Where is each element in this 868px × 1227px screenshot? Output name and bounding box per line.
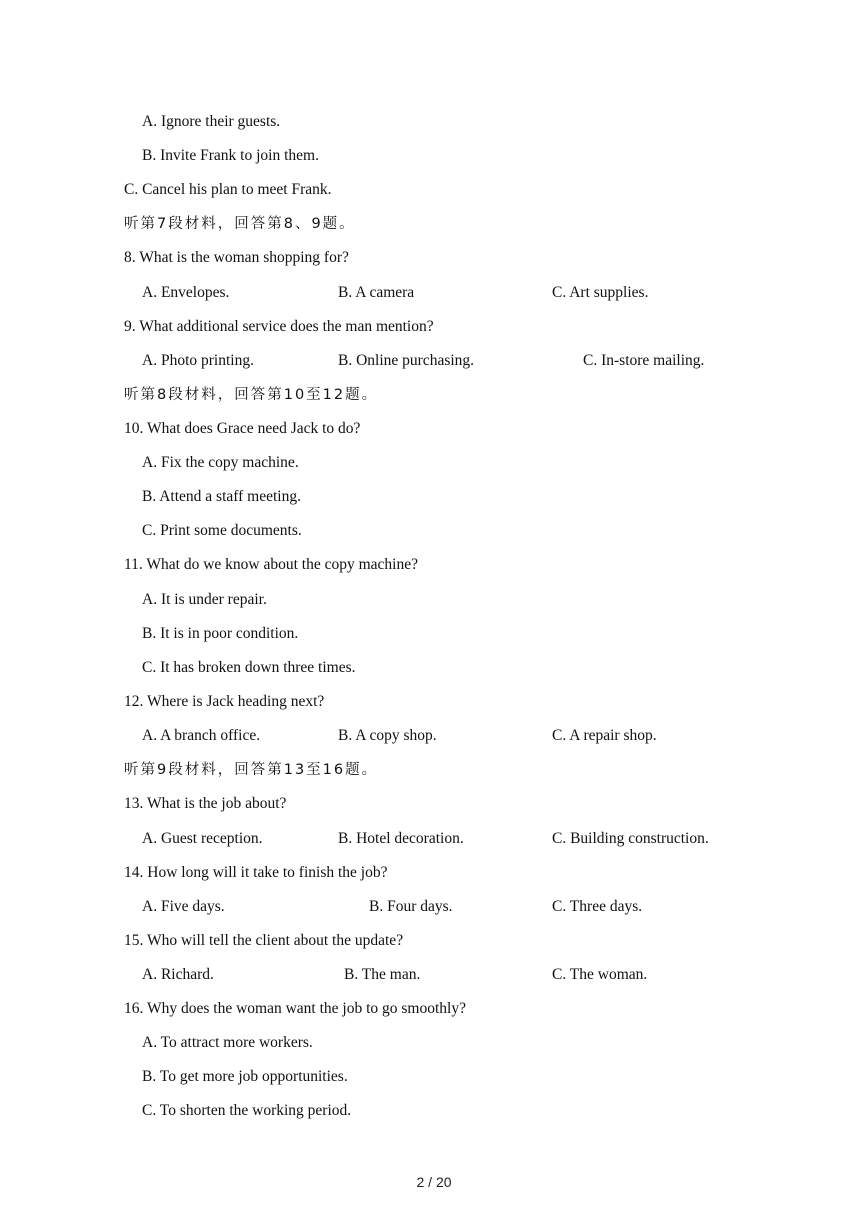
- q10-question: 10. What does Grace need Jack to do?: [124, 420, 361, 437]
- q11-option-a: A. It is under repair.: [142, 591, 267, 608]
- q10-option-b: B. Attend a staff meeting.: [142, 488, 301, 505]
- q12-option-c: C. A repair shop.: [552, 727, 657, 744]
- q14-option-c: C. Three days.: [552, 898, 643, 915]
- q8-option-c: C. Art supplies.: [552, 284, 649, 301]
- q15-question: 15. Who will tell the client about the update?: [124, 932, 404, 949]
- q7-option-c: C. Cancel his plan to meet Frank.: [124, 181, 332, 198]
- page-number: 2 / 20: [416, 1174, 452, 1190]
- q14-option-b: B. Four days.: [369, 898, 453, 915]
- q9-option-b: B. Online purchasing.: [338, 352, 475, 369]
- q12-option-a: A. A branch office.: [142, 727, 261, 744]
- q15-option-a: A. Richard.: [142, 966, 214, 983]
- q8-option-a: A. Envelopes.: [142, 284, 230, 301]
- q8-option-b: B. A camera: [338, 284, 415, 301]
- q13-option-b: B. Hotel decoration.: [338, 830, 464, 847]
- q13-option-c: C. Building construction.: [552, 830, 709, 847]
- q9-question: 9. What additional service does the man mention?: [124, 318, 434, 335]
- q11-option-b: B. It is in poor condition.: [142, 625, 299, 642]
- section-9-instruction: 听第9段材料，回答第13至16题。: [124, 762, 379, 778]
- q12-question: 12. Where is Jack heading next?: [124, 693, 325, 710]
- section-8-instruction: 听第8段材料，回答第10至12题。: [124, 387, 379, 403]
- q8-question: 8. What is the woman shopping for?: [124, 249, 349, 266]
- q9-option-c: C. In-store mailing.: [583, 352, 705, 369]
- q16-question: 16. Why does the woman want the job to go smoothly?: [124, 1000, 466, 1017]
- section-7-instruction: 听第7段材料，回答第8、9题。: [124, 216, 356, 232]
- q12-option-b: B. A copy shop.: [338, 727, 437, 744]
- q7-option-b: B. Invite Frank to join them.: [142, 147, 319, 164]
- q15-option-b: B. The man.: [344, 966, 421, 983]
- q13-option-a: A. Guest reception.: [142, 830, 263, 847]
- q13-question: 13. What is the job about?: [124, 795, 287, 812]
- q11-question: 11. What do we know about the copy machine?: [124, 556, 418, 573]
- q11-option-c: C. It has broken down three times.: [142, 659, 356, 676]
- q14-option-a: A. Five days.: [142, 898, 225, 915]
- q15-option-c: C. The woman.: [552, 966, 648, 983]
- q16-option-c: C. To shorten the working period.: [142, 1102, 352, 1119]
- q10-option-c: C. Print some documents.: [142, 522, 302, 539]
- q9-option-a: A. Photo printing.: [142, 352, 254, 369]
- q7-option-a: A. Ignore their guests.: [142, 113, 281, 130]
- q16-option-b: B. To get more job opportunities.: [142, 1068, 348, 1085]
- q10-option-a: A. Fix the copy machine.: [142, 454, 299, 471]
- q14-question: 14. How long will it take to finish the job?: [124, 864, 388, 881]
- q16-option-a: A. To attract more workers.: [142, 1034, 313, 1051]
